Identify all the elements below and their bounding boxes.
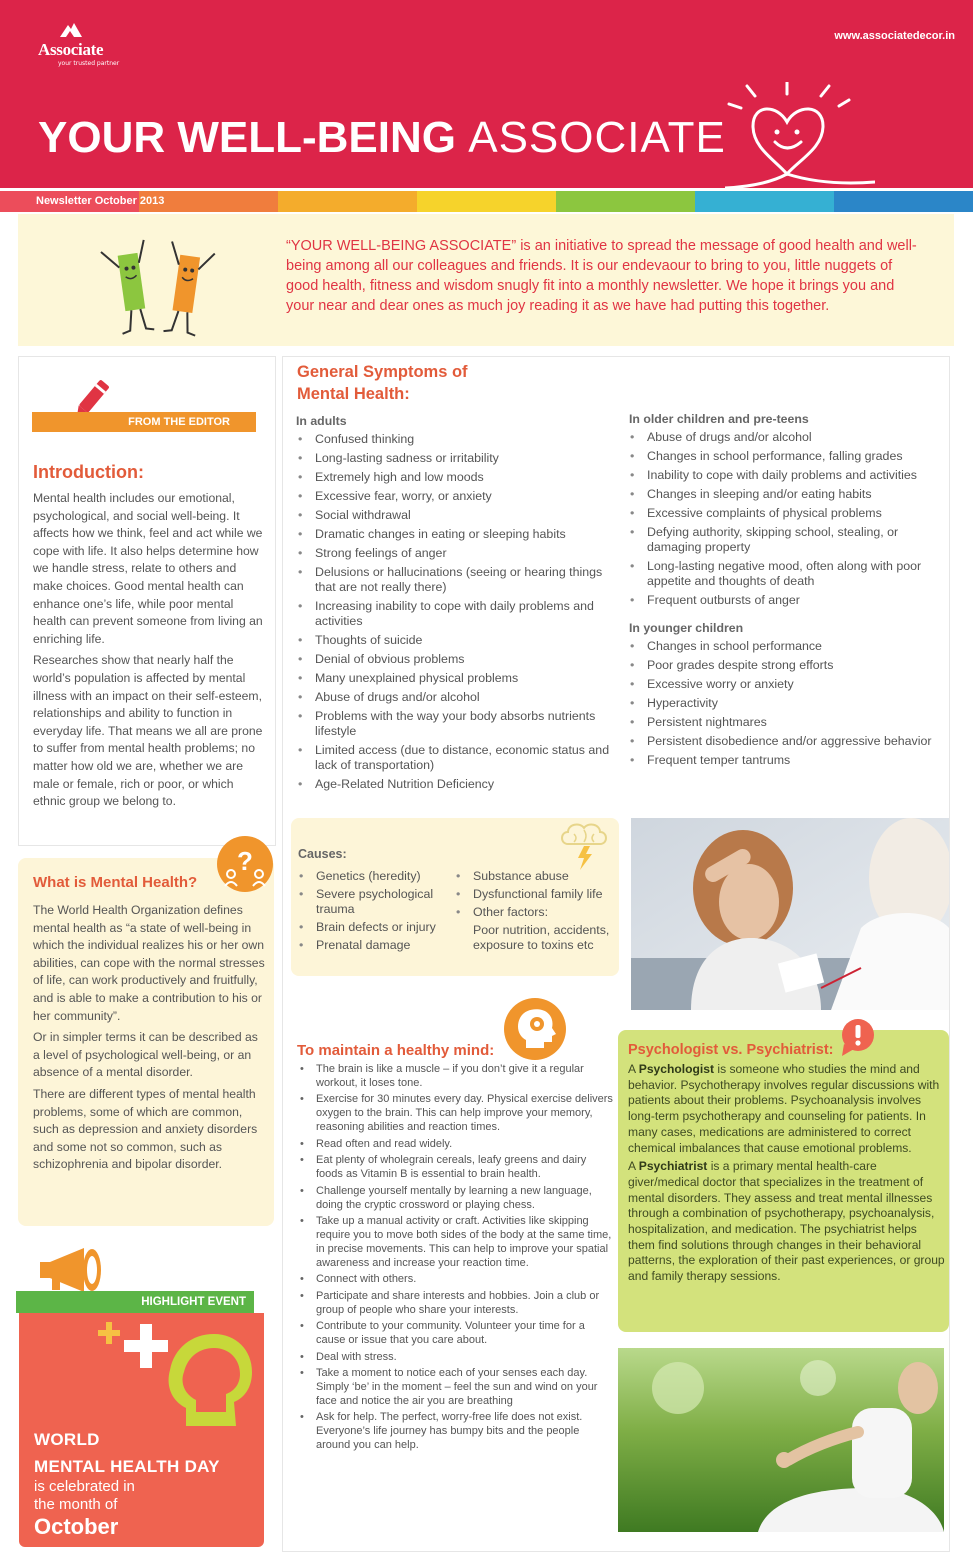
maintain-heading: To maintain a healthy mind: [297, 1042, 495, 1059]
list-item: • The brain is like a muscle – if you don’t give it a regular workout, it loses tone. [298, 1063, 613, 1091]
intro-paragraph: “YOUR WELL-BEING ASSOCIATE” is an initiative to spread the message of good health and well-being among all our colleagues and friends. It is our endevaour to bring to you, little nuggets of good health, fitness and wisdom snugly fit into a monthly newsletter. We hope it brings you and your near and dear ones as much joy reading it as we have had putting this together. [286, 238, 917, 314]
list-item: • Excessive complaints of physical problems [629, 506, 949, 521]
list-item: • Read often and read widely. [298, 1138, 613, 1152]
older-children-subheading: In older children and pre-teens [629, 412, 809, 426]
from-the-editor-tab: FROM THE EDITOR [32, 412, 256, 432]
symptoms-heading [297, 361, 468, 405]
list-item: • Changes in sleeping and/or eating habits [629, 487, 949, 502]
newsletter-title [38, 112, 726, 164]
list-item: • Substance abuse [455, 869, 617, 884]
list-item: • Frequent temper tantrums [629, 753, 959, 768]
psychologist-prefix: A [628, 1062, 639, 1076]
list-item: • Other factors: [455, 905, 617, 920]
title-light: ASSOCIATE [468, 113, 726, 162]
list-item: • Denial of obvious problems [297, 652, 617, 667]
causes-list-right [455, 869, 617, 956]
brand-logo[interactable] [38, 22, 119, 67]
event-title-line: MENTAL HEALTH DAY [34, 1457, 220, 1476]
symptoms-heading-line: Mental Health: [297, 385, 410, 403]
list-item: • Many unexplained physical problems [297, 671, 617, 686]
list-item: • Strong feelings of anger [297, 546, 617, 561]
psychiatrist-definition: is a primary mental health-care giver/medical doctor that specializes in the treatment of mental disorders. They assess and treat mental illnesses through a combination of psychotherapy, psychoanalysis, hospitalization, and medication. The psychiatrist helps them find solutions through changes in their behavioral patterns, the exploration of their past experiences, or group and family therapy sessions. [628, 1159, 945, 1284]
list-item: • Delusions or hallucinations (seeing or hearing things that are not really there) [297, 565, 617, 595]
psychologist-paragraph [628, 1062, 946, 1156]
list-item: • Genetics (heredity) [298, 869, 458, 884]
list-item: • Problems with the way your body absorbs nutrients lifestyle [297, 709, 617, 739]
list-item: • Contribute to your community. Volunteer your time for a cause or issue that you care about. [298, 1320, 613, 1348]
list-item: • Changes in school performance [629, 639, 959, 654]
what-is-paragraph: Or in simpler terms it can be described as a level of psychological well-being, or an absence of a mental disorder. [33, 1030, 258, 1080]
website-link[interactable]: www.associatedecor.in [834, 30, 955, 42]
list-item: • Inability to cope with daily problems and activities [629, 468, 949, 483]
doctor-patient-photo [631, 818, 949, 1010]
question-people-icon [217, 836, 273, 892]
plus-small-icon [96, 1320, 122, 1346]
highlight-event-tab: HIGHLIGHT EVENT [16, 1291, 254, 1313]
title-bold: YOUR WELL-BEING [38, 113, 456, 162]
list-item: • Prenatal damage [298, 938, 458, 953]
causes-heading: Causes: [298, 847, 347, 861]
list-item: • Persistent nightmares [629, 715, 959, 730]
header-banner [0, 0, 973, 188]
list-item: • Brain defects or injury [298, 920, 458, 935]
psychologist-definition: is someone who studies the mind and behavior. Psychotherapy involves regular discussions with patients about their problems. Psychoanalysis involves long-term psychotherapy and counseling for patients. In many cases, medications are administered to correct chemical imbalances that cause emotional problems. [628, 1062, 940, 1155]
list-item: • Limited access (due to distance, economic status and lack of transportation) [297, 743, 617, 773]
psychiatrist-prefix: A [628, 1159, 639, 1174]
list-item: • Dysfunctional family life [455, 887, 617, 902]
list-item: • Take a moment to notice each of your senses each day. Simply ‘be’ in the moment – feel the sun and wind on your face and notice the air you are breathing [298, 1367, 613, 1409]
list-item: • Connect with others. [298, 1273, 613, 1287]
gear-head-icon [504, 998, 566, 1060]
list-item: • Age-Related Nutrition Deficiency [297, 777, 617, 792]
list-item: • Participate and share interests and hobbies. Join a club or group of people who share your interests. [298, 1290, 613, 1318]
adults-symptom-list [297, 432, 617, 796]
newsletter-date: Newsletter October 2013 [36, 195, 165, 207]
psychiatrist-paragraph [628, 1159, 946, 1285]
event-month: October [34, 1514, 119, 1539]
introduction-heading: Introduction: [33, 462, 144, 482]
psychiatrist-term: Psychiatrist [638, 1159, 708, 1174]
event-title [34, 1426, 220, 1480]
list-item: • Long-lasting negative mood, often along with poor appetite and thoughts of death [629, 559, 949, 589]
svg-text:?: ? [237, 846, 253, 876]
list-item: • Confused thinking [297, 432, 617, 447]
list-item: • Abuse of drugs and/or alcohol [297, 690, 617, 705]
brain-lightning-icon [558, 822, 610, 872]
older-children-symptom-list [629, 430, 949, 612]
list-item: • Dramatic changes in eating or sleeping habits [297, 527, 617, 542]
younger-children-symptom-list [629, 639, 959, 772]
event-subtitle-line: the month of [34, 1496, 118, 1513]
list-item: • Exercise for 30 minutes every day. Physical exercise delivers oxygen to the brain. This can help improve your memory, reasoning abilities and reaction times. [298, 1093, 613, 1135]
brand-tagline: your trusted partner [58, 60, 120, 67]
event-title-line: WORLD [34, 1430, 100, 1449]
introduction-paragraph: Researches show that nearly half the world’s population is affected by mental illness with an impact on their self-esteem, relationships and ability to function in everyday life. That means we all are prone to suffer from mental health problems; no matter how old we are, whether we are male or female, rich or poor, or which ethnic group we belong to. [33, 653, 263, 809]
maintain-tips-list [298, 1063, 613, 1456]
younger-children-subheading: In younger children [629, 621, 744, 635]
psychologist-term: Psychologist [638, 1062, 715, 1076]
event-subtitle-line: is celebrated in [34, 1478, 135, 1495]
psy-body [628, 1062, 946, 1285]
list-item: • Ask for help. The perfect, worry-free life does not exist. Everyone’s life journey has bumpy bits and the people around you can help. [298, 1411, 613, 1453]
smiling-heart-icon [725, 82, 875, 192]
list-item: Poor nutrition, accidents, exposure to toxins etc [473, 923, 610, 952]
list-item: • Persistent disobedience and/or aggressive behavior [629, 734, 959, 749]
mountain-logo-icon [60, 23, 82, 37]
list-item: • Social withdrawal [297, 508, 617, 523]
list-item: • Abuse of drugs and/or alcohol [629, 430, 949, 445]
what-is-paragraph: There are different types of mental health problems, some of which are common, such as depression and anxiety disorders and some not so common, such as schizophrenia and bipolar disorder. [33, 1086, 258, 1172]
list-item: • Hyperactivity [629, 696, 959, 711]
list-item: • Poor grades despite strong efforts [629, 658, 959, 673]
list-item: • Long-lasting sadness or irritability [297, 451, 617, 466]
list-item: • Excessive fear, worry, or anxiety [297, 489, 617, 504]
list-item: • Changes in school performance, falling grades [629, 449, 949, 464]
adults-subheading: In adults [296, 414, 347, 428]
what-is-body [33, 902, 265, 1174]
event-subtitle [34, 1478, 135, 1514]
what-is-heading: What is Mental Health? [33, 874, 198, 891]
meditation-photo [618, 1348, 944, 1532]
list-item: • Eat plenty of wholegrain cereals, leafy greens and dairy foods as Vitamin B is essential to brain health. [298, 1154, 613, 1182]
list-item: • Take up a manual activity or craft. Activities like skipping require you to move both sides of the body at the same time, in precise movements. This can help to improve your spatial awareness and increase your reaction time. [298, 1215, 613, 1271]
brand-name: Associate [38, 40, 104, 59]
list-item: • Frequent outbursts of anger [629, 593, 949, 608]
list-item: • Excessive worry or anxiety [629, 677, 959, 692]
introduction-body [33, 490, 265, 811]
list-item: • Thoughts of suicide [297, 633, 617, 648]
what-is-paragraph: The World Health Organization defines mental health as “a state of well-being in which the individual realizes his or her own abilities, can cope with the normal stresses of life, can work productively and fruitfully, and is able to make a contribution to his or her community”. [33, 903, 265, 1023]
list-item: • Extremely high and low moods [297, 470, 617, 485]
list-item: • Severe psychological trauma [298, 887, 458, 917]
exclamation-bubble-icon [838, 1018, 878, 1056]
psy-heading: Psychologist vs. Psychiatrist: [628, 1042, 834, 1058]
list-item: • Increasing inability to cope with daily problems and activities [297, 599, 617, 629]
megaphone-icon [40, 1246, 106, 1294]
list-item: • Challenge yourself mentally by learning a new language, doing the cryptic crossword or playing chess. [298, 1185, 613, 1213]
cheering-mascots-icon [92, 226, 222, 341]
symptoms-heading-line: General Symptoms of [297, 363, 468, 381]
list-item: • Deal with stress. [298, 1351, 613, 1365]
list-item: • Defying authority, skipping school, stealing, or damaging property [629, 525, 949, 555]
head-profile-icon [156, 1326, 256, 1430]
causes-list-left [298, 869, 458, 956]
introduction-paragraph: Mental health includes our emotional, psychological, and social well-being. It affects how we think, feel and act while we cope with life. It also helps determine how we handle stress, relate to others and make choices. Good mental health can enhance one’s life, while poor mental health can prevent someone from living an enriching life. [33, 491, 263, 646]
